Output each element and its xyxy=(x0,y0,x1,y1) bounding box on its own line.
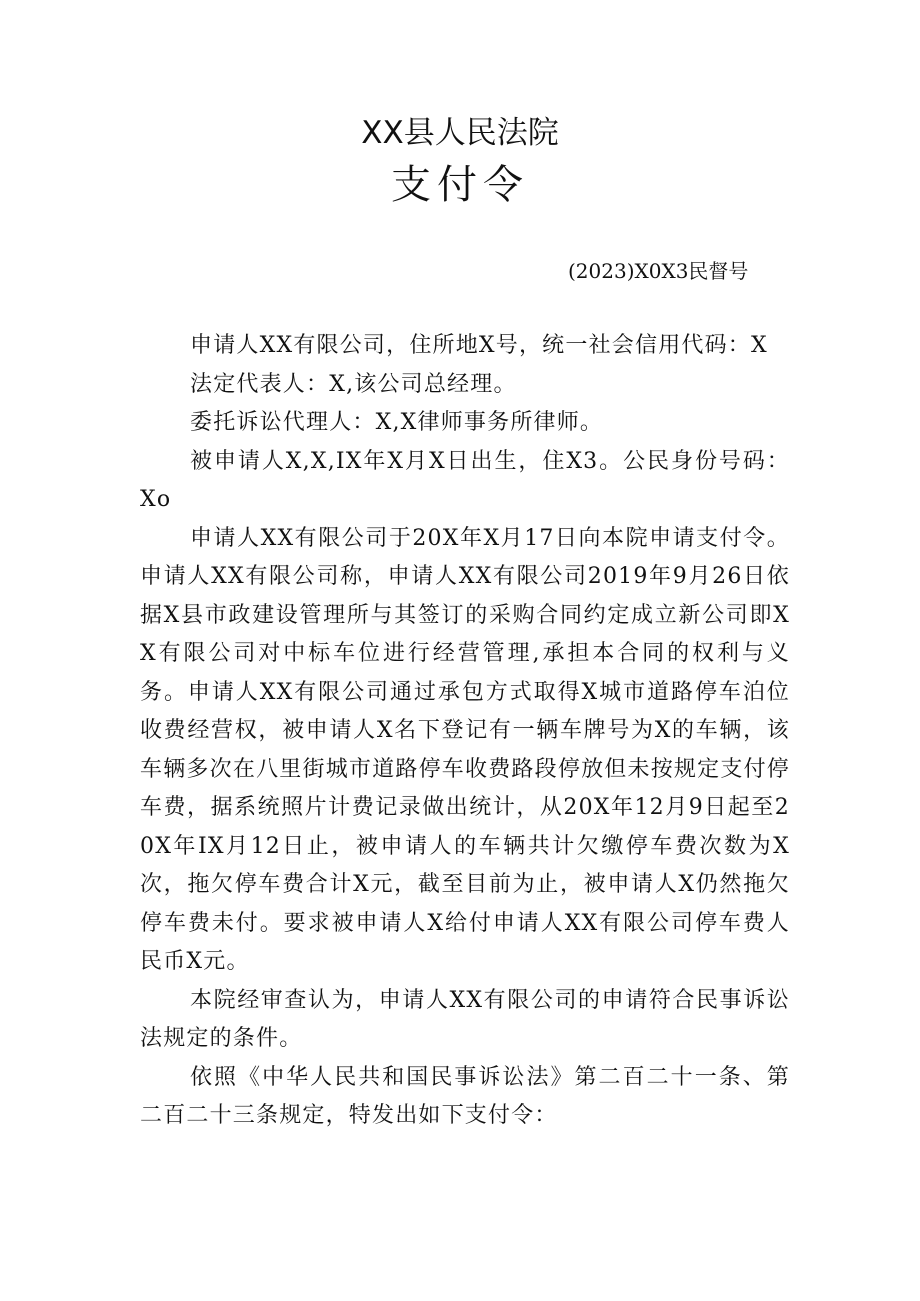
document-title: 支付令 xyxy=(391,162,529,208)
document-body xyxy=(140,327,790,1136)
applicant-paragraph: 申请人XX有限公司，住所地X号，统一社会信用代码：X xyxy=(190,333,768,358)
case-number: (2023)X0X3民督号 xyxy=(568,259,749,283)
legal-basis-paragraph: 依照《中华人民共和国民事诉讼法》第二百二十一条、第二百二十三条规定，特发出如下支付令： xyxy=(140,1064,790,1128)
legal-representative-paragraph: 法定代表人：X,该公司总经理。 xyxy=(190,371,517,397)
agent-paragraph: 委托诉讼代理人：X,X律师事务所律师。 xyxy=(190,410,604,435)
court-name: XX县人民法院 xyxy=(361,115,559,151)
review-paragraph: 本院经审查认为，申请人XX有限公司的申请符合民事诉讼法规定的条件。 xyxy=(140,987,790,1051)
respondent-paragraph: 被申请人X,X,IX年X月X日出生，住X3。公民身份号码：Xo xyxy=(140,448,790,512)
facts-paragraph: 申请人XX有限公司于20X年X月17日向本院申请支付令。申请人XX有限公司称，申请人XX有限公司2019年9月26日依据X县市政建设管理所与其签订的采购合同约定成立新公司即XX有限公司对中标车位进行经营管理,承担本合同的权利与义务。申请人XX有限公司通过承包方式取得X城市道路停车泊位收费经营权，被申请人X名下登记有一辆车牌号为X的车辆，该车辆多次在八里街城市道路停车收费路段停放但未按规定支付停车费，据系统照片计费记录做出统计，从20X年12月9日起至20X年IX月12日止，被申请人的车辆共计欠缴停车费次数为X次，拖欠停车费合计X元，截至目前为止，被申请人X仍然拖欠停车费未付。要求被申请人X给付申请人XX有限公司停车费人民币X元。 xyxy=(140,525,790,974)
